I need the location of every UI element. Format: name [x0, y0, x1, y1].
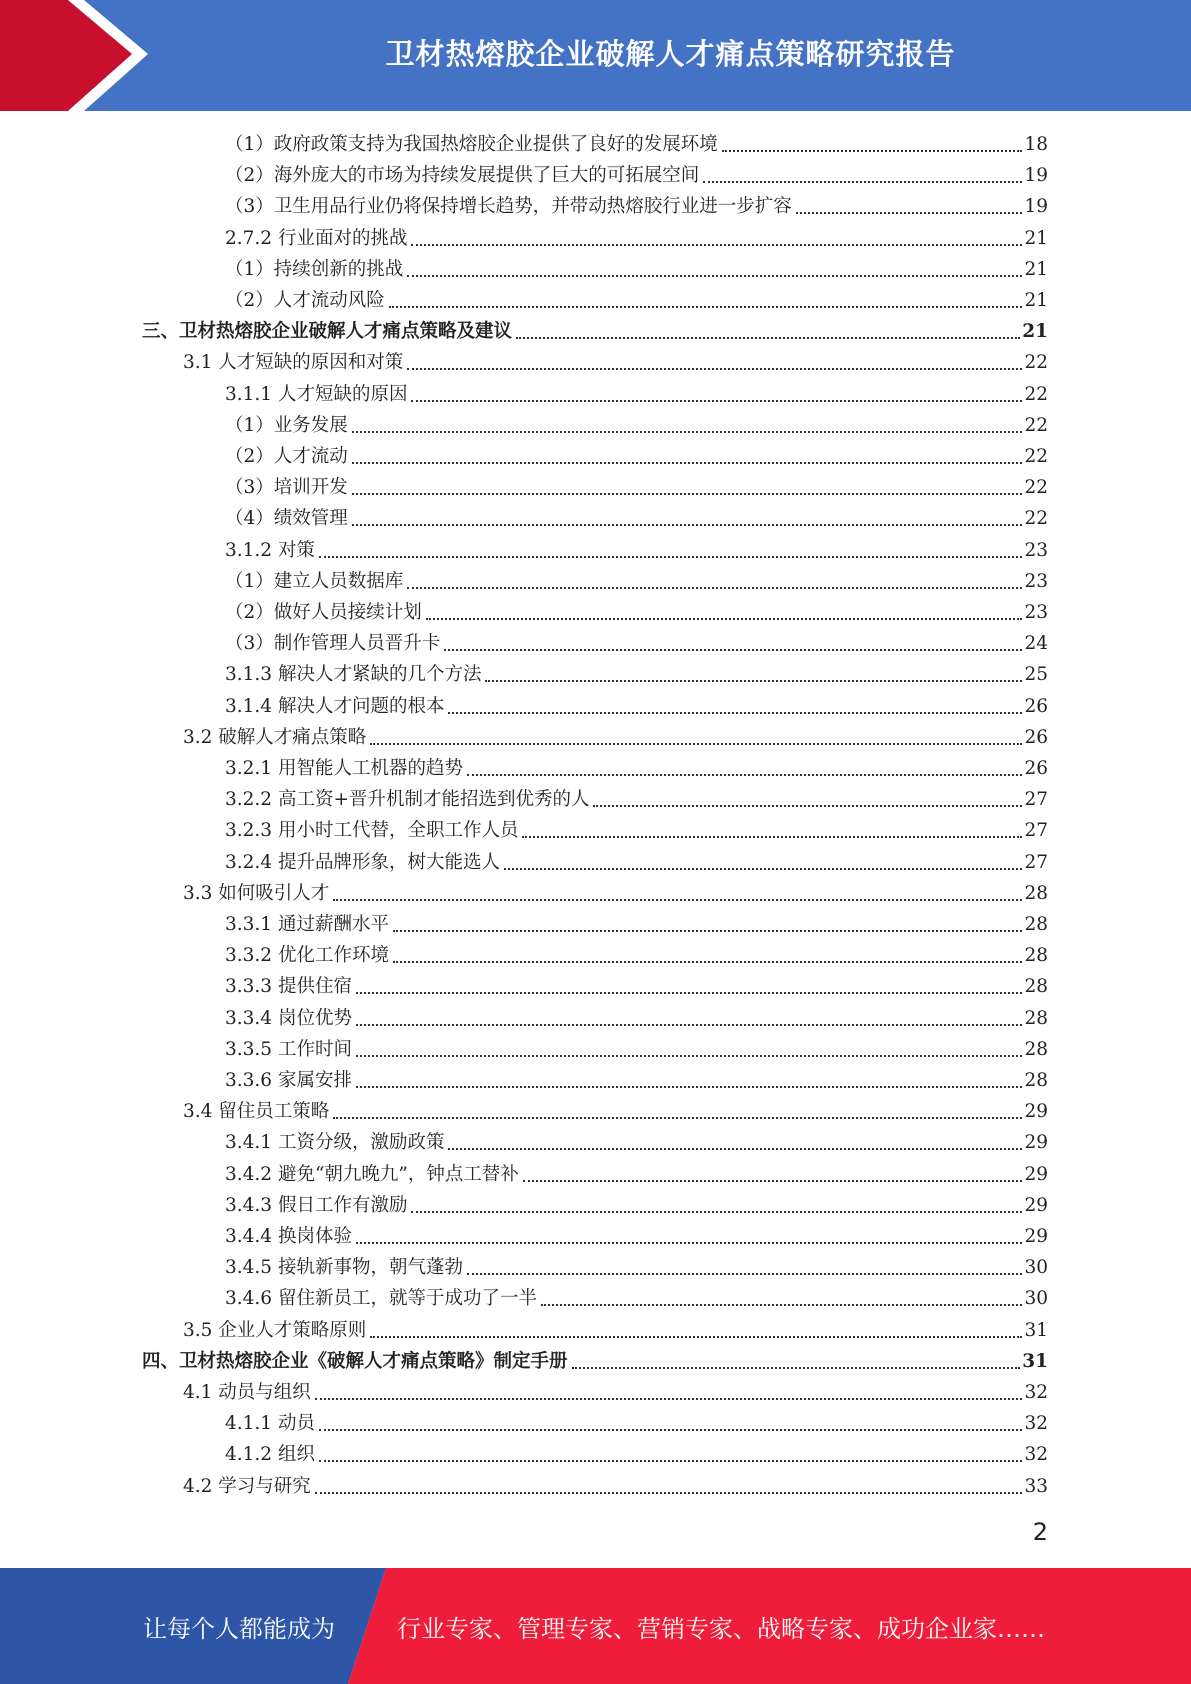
toc-entry-page: 28	[1024, 882, 1048, 904]
toc-entry[interactable]	[225, 781, 1048, 812]
toc-entry[interactable]	[183, 344, 1048, 375]
toc-entry-title: （4）绩效管理	[225, 508, 348, 530]
toc-entry-title: 3.3.1 通过薪酬水平	[225, 914, 389, 935]
toc-entry-title: 4.2 学习与研究	[183, 1475, 311, 1497]
toc-entry-title: 3.3.3 提供住宿	[225, 976, 352, 998]
toc-entry[interactable]	[225, 282, 1048, 313]
toc-entry-page: 23	[1024, 539, 1048, 561]
toc-entry[interactable]	[225, 1000, 1048, 1031]
toc-entry[interactable]	[225, 1187, 1048, 1218]
toc-entry[interactable]	[225, 844, 1048, 875]
toc-entry[interactable]	[183, 1374, 1048, 1405]
toc-entry-page: 27	[1024, 820, 1048, 842]
toc-entry-page: 21	[1024, 290, 1048, 311]
toc-dot-leader	[522, 835, 1022, 838]
toc-entry[interactable]	[225, 126, 1048, 157]
toc-entry-title: 3.4.5 接轨新事物，朝气蓬勃	[225, 1257, 463, 1279]
toc-dot-leader	[593, 804, 1022, 807]
toc-entry[interactable]	[225, 1156, 1048, 1187]
toc-entry-page: 30	[1024, 1288, 1048, 1310]
toc-entry-page: 31	[1022, 1350, 1048, 1372]
toc-entry-title: 3.4.2 避免“朝九晚九”，钟点工替补	[225, 1163, 519, 1185]
toc-dot-leader	[411, 399, 1022, 402]
toc-entry[interactable]	[183, 875, 1048, 906]
toc-entry-page: 32	[1024, 1444, 1048, 1466]
toc-entry-page: 30	[1024, 1257, 1048, 1279]
toc-entry[interactable]	[225, 157, 1048, 188]
toc-entry-page: 21	[1024, 258, 1048, 280]
toc-entry-title: 3.2.4 提升品牌形象，树大能选人	[225, 851, 500, 873]
toc-entry-page: 22	[1024, 508, 1048, 530]
toc-dot-leader	[467, 773, 1022, 776]
toc-entry-page: 29	[1024, 1226, 1048, 1247]
toc-entry[interactable]	[225, 1218, 1048, 1249]
toc-entry-title: 3.2.3 用小时工代替，全职工作人员	[225, 820, 519, 842]
toc-entry-title: （2）海外庞大的市场为持续发展提供了巨大的可拓展空间	[225, 165, 700, 187]
toc-entry-title: 3.3.2 优化工作环境	[225, 945, 389, 967]
toc-entry-title: 2.7.2 行业面对的挑战	[225, 227, 408, 249]
toc-entry-page: 27	[1024, 851, 1048, 873]
toc-entry-page: 32	[1024, 1382, 1048, 1403]
toc-entry-title: 3.5 企业人才策略原则	[183, 1319, 367, 1341]
toc-entry[interactable]	[225, 750, 1048, 781]
header-arrow-decoration	[0, 0, 160, 111]
toc-entry-title: （1）持续创新的挑战	[225, 258, 404, 280]
toc-dot-leader	[448, 711, 1022, 714]
page-number: 2	[1032, 1518, 1048, 1546]
toc-entry-page: 22	[1024, 383, 1048, 405]
toc-dot-leader	[370, 1335, 1022, 1338]
toc-entry-title: 3.1 人才短缺的原因和对策	[183, 352, 404, 374]
toc-dot-leader	[393, 960, 1022, 963]
toc-entry[interactable]	[183, 719, 1048, 750]
toc-entry[interactable]	[225, 688, 1048, 719]
toc-entry-title: 4.1.2 组织	[225, 1444, 315, 1466]
toc-entry-title: （3）培训开发	[225, 477, 348, 499]
toc-dot-leader	[333, 1116, 1022, 1119]
toc-dot-leader	[370, 742, 1022, 745]
footer-slogan-left: 让每个人都能成为	[143, 1614, 335, 1643]
toc-dot-leader	[703, 180, 1022, 183]
toc-entry-title: 3.2.1 用智能人工机器的趋势	[225, 758, 463, 779]
toc-entry[interactable]	[225, 1062, 1048, 1093]
toc-entry-page: 28	[1024, 1007, 1048, 1029]
toc-entry-title: 三、卫材热熔胶企业破解人才痛点策略及建议	[142, 321, 513, 343]
toc-dot-leader	[319, 1459, 1023, 1462]
toc-entry-page: 25	[1024, 664, 1048, 686]
toc-entry-title: （1）建立人员数据库	[225, 570, 404, 592]
toc-entry-page: 22	[1024, 477, 1048, 499]
toc-dot-leader	[722, 149, 1023, 152]
toc-entry[interactable]	[225, 594, 1048, 625]
toc-entry[interactable]	[142, 1343, 1048, 1374]
toc-entry-page: 29	[1024, 1163, 1048, 1185]
toc-entry[interactable]	[225, 220, 1048, 251]
toc-entry-page: 19	[1024, 165, 1048, 187]
toc-entry-page: 28	[1024, 1070, 1048, 1091]
toc-entry[interactable]	[225, 937, 1048, 968]
toc-dot-leader	[411, 1210, 1022, 1213]
toc-entry[interactable]	[225, 1249, 1048, 1280]
toc-entry-page: 21	[1024, 227, 1048, 249]
toc-entry-title: 3.3.5 工作时间	[225, 1038, 352, 1060]
toc-dot-leader	[356, 1054, 1023, 1057]
toc-dot-leader	[572, 1366, 1021, 1369]
toc-entry-title: 3.1.3 解决人才紧缺的几个方法	[225, 664, 482, 686]
toc-entry-page: 27	[1024, 789, 1048, 811]
toc-dot-leader	[352, 523, 1023, 526]
toc-entry-page: 18	[1024, 134, 1048, 155]
toc-dot-leader	[523, 1179, 1023, 1182]
toc-entry-page: 26	[1024, 758, 1048, 779]
toc-dot-leader	[389, 305, 1023, 308]
toc-entry[interactable]	[225, 500, 1048, 531]
toc-entry-title: 3.4.1 工资分级，激励政策	[225, 1132, 445, 1154]
toc-dot-leader	[448, 1147, 1022, 1150]
toc-entry-title: （2）人才流动风险	[225, 290, 385, 311]
toc-entry-page: 24	[1024, 633, 1048, 655]
toc-dot-leader	[504, 867, 1022, 870]
toc-entry[interactable]	[183, 1312, 1048, 1343]
toc-dot-leader	[356, 1085, 1023, 1088]
toc-entry-page: 19	[1024, 196, 1048, 218]
toc-dot-leader	[393, 929, 1022, 932]
toc-entry-title: （3）制作管理人员晋升卡	[225, 633, 441, 655]
toc-entry-title: 四、卫材热熔胶企业《破解人才痛点策略》制定手册	[142, 1350, 568, 1372]
toc-dot-leader	[333, 898, 1022, 901]
toc-dot-leader	[796, 211, 1023, 214]
toc-entry-title: 3.4 留住员工策略	[183, 1101, 330, 1123]
toc-entry[interactable]	[225, 812, 1048, 843]
toc-dot-leader	[315, 1491, 1023, 1494]
page-header	[0, 0, 1191, 111]
toc-entry[interactable]	[225, 376, 1048, 407]
toc-dot-leader	[352, 430, 1023, 433]
toc-dot-leader	[541, 1303, 1022, 1306]
toc-entry-title: 3.1.4 解决人才问题的根本	[225, 695, 445, 717]
toc-entry-title: 3.3.4 岗位优势	[225, 1007, 352, 1029]
toc-entry[interactable]	[225, 251, 1048, 282]
toc-entry-page: 29	[1024, 1194, 1048, 1216]
toc-entry[interactable]	[225, 1124, 1048, 1155]
toc-dot-leader	[407, 274, 1022, 277]
toc-entry-title: 3.3 如何吸引人才	[183, 882, 330, 904]
toc-entry-title: （1）业务发展	[225, 414, 348, 436]
toc-entry-page: 28	[1024, 914, 1048, 935]
toc-entry[interactable]	[225, 438, 1048, 469]
report-title: 卫材热熔胶企业破解人才痛点策略研究报告	[385, 37, 956, 71]
toc-dot-leader	[352, 461, 1023, 464]
toc-entry[interactable]	[225, 625, 1048, 656]
toc-dot-leader	[444, 648, 1022, 651]
toc-entry-page: 33	[1024, 1475, 1048, 1497]
toc-dot-leader	[315, 1397, 1023, 1400]
toc-entry[interactable]	[225, 906, 1048, 937]
toc-entry-page: 29	[1024, 1101, 1048, 1123]
toc-dot-leader	[356, 1241, 1023, 1244]
toc-entry[interactable]	[142, 313, 1048, 344]
toc-entry[interactable]	[225, 656, 1048, 687]
toc-entry-page: 31	[1024, 1319, 1048, 1341]
toc-entry-page: 29	[1024, 1132, 1048, 1154]
toc-entry[interactable]	[225, 1280, 1048, 1311]
toc-entry-page: 22	[1024, 414, 1048, 436]
toc-entry[interactable]	[225, 1405, 1048, 1436]
toc-dot-leader	[485, 679, 1022, 682]
toc-entry-page: 22	[1024, 352, 1048, 374]
toc-dot-leader	[407, 367, 1022, 370]
toc-entry-page: 26	[1024, 726, 1048, 748]
toc-entry-title: 3.4.3 假日工作有激励	[225, 1194, 408, 1216]
toc-dot-leader	[319, 555, 1023, 558]
toc-entry-page: 28	[1024, 1038, 1048, 1060]
toc-dot-leader	[516, 336, 1020, 339]
toc-entry[interactable]	[225, 563, 1048, 594]
toc-entry-title: 3.4.6 留住新员工，就等于成功了一半	[225, 1288, 537, 1310]
toc-dot-leader	[407, 586, 1022, 589]
toc-entry[interactable]	[225, 407, 1048, 438]
toc-entry[interactable]	[225, 469, 1048, 500]
toc-entry-title: （2）做好人员接续计划	[225, 602, 422, 623]
toc-entry-page: 28	[1024, 976, 1048, 998]
toc-entry-page: 28	[1024, 945, 1048, 967]
toc-entry-page: 32	[1024, 1413, 1048, 1435]
toc-entry[interactable]	[183, 1093, 1048, 1124]
toc-entry-title: 3.1.2 对策	[225, 539, 315, 561]
toc-entry-title: （3）卫生用品行业仍将保持增长趋势，并带动热熔胶行业进一步扩容	[225, 196, 792, 218]
toc-entry[interactable]	[225, 1436, 1048, 1467]
toc-entry-title: 3.4.4 换岗体验	[225, 1226, 352, 1247]
toc-entry[interactable]	[225, 532, 1048, 563]
toc-entry-title: （1）政府政策支持为我国热熔胶企业提供了良好的发展环境	[225, 134, 718, 155]
toc-entry-title: 3.1.1 人才短缺的原因	[225, 383, 408, 405]
toc-entry-title: （2）人才流动	[225, 446, 348, 467]
footer-slogan-right: 行业专家、管理专家、营销专家、战略专家、成功企业家……	[397, 1614, 1045, 1643]
toc-entry-page: 21	[1022, 321, 1048, 343]
toc-dot-leader	[411, 243, 1022, 246]
toc-entry-title: 4.1.1 动员	[225, 1413, 315, 1435]
toc-dot-leader	[352, 492, 1023, 495]
toc-entry[interactable]	[183, 1468, 1048, 1499]
toc-entry-title: 3.3.6 家属安排	[225, 1070, 352, 1091]
toc-entry[interactable]	[225, 1031, 1048, 1062]
toc-entry-title: 3.2.2 高工资+晋升机制才能招选到优秀的人	[225, 789, 590, 811]
toc-dot-leader	[356, 1023, 1023, 1026]
toc-entry-page: 23	[1024, 570, 1048, 592]
toc-entry-page: 22	[1024, 446, 1048, 467]
toc-entry[interactable]	[225, 188, 1048, 219]
toc-entry-title: 4.1 动员与组织	[183, 1382, 311, 1403]
page-footer	[0, 1568, 1191, 1684]
toc-dot-leader	[467, 1272, 1022, 1275]
toc-dot-leader	[426, 617, 1023, 620]
toc-entry-title: 3.2 破解人才痛点策略	[183, 726, 367, 748]
toc-entry-page: 26	[1024, 695, 1048, 717]
toc-entry-page: 23	[1024, 602, 1048, 623]
toc-dot-leader	[319, 1428, 1023, 1431]
toc-dot-leader	[356, 991, 1023, 994]
toc-entry[interactable]	[225, 968, 1048, 999]
